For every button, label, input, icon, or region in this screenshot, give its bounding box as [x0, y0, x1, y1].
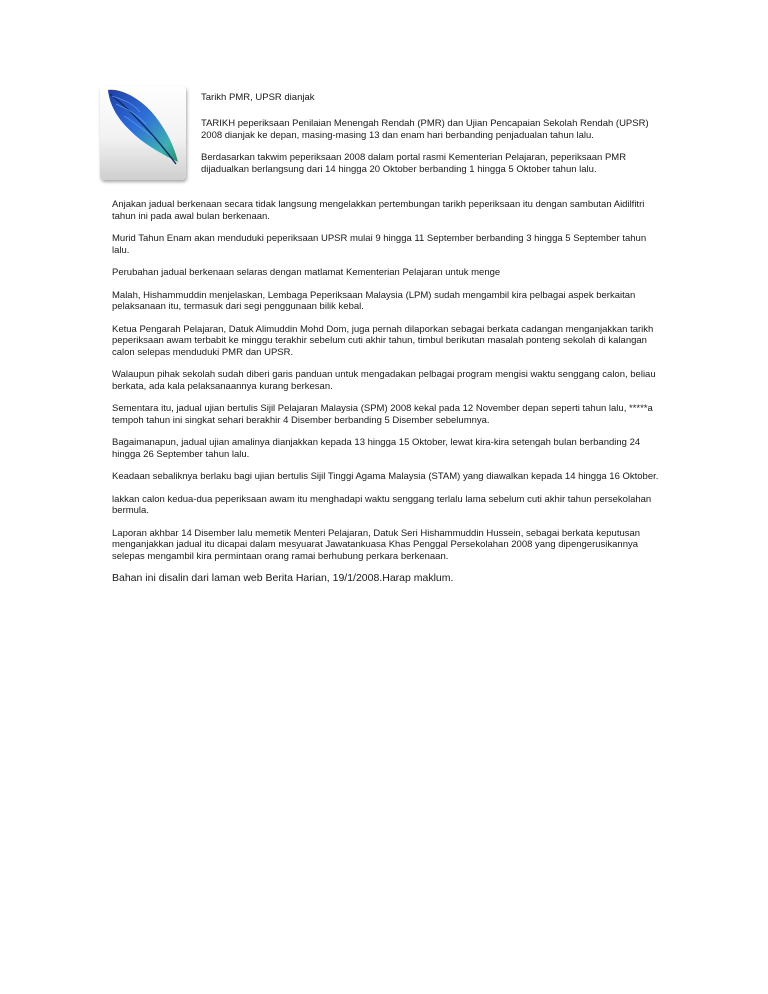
- paragraph: Keadaan sebaliknya berlaku bagi ujian bertulis Sijil Tinggi Agama Malaysia (STAM) yang diawalkan kepada 14 hingga 16 Oktober.: [112, 471, 659, 482]
- source-note: Bahan ini disalin dari laman web Berita Harian, 19/1/2008.Harap maklum.: [112, 572, 454, 584]
- paragraph: Walaupun pihak sekolah sudah diberi garis panduan untuk mengadakan pelbagai program mengisi waktu senggang calon, beliau berkata, ada kala pelaksanaannya kurang berkesan.: [112, 369, 656, 392]
- paragraph: Murid Tahun Enam akan menduduki peperiksaan UPSR mulai 9 hingga 11 September berbanding 3 hingga 5 September tahun lalu.: [112, 233, 647, 256]
- paragraph: lakkan calon kedua-dua peperiksaan awam itu menghadapi waktu senggang terlalu lama sebelum cuti akhir tahun persekolahan bermula.: [112, 493, 652, 516]
- title-text: Tarikh PMR, UPSR dianjak: [201, 92, 315, 103]
- paragraph: Malah, Hishammuddin menjelaskan, Lembaga Peperiksaan Malaysia (LPM) sudah mengambil kira pelbagai aspek berkaitan pelaksanaan itu, termasuk dari segi penggunaan bilik kebal.: [112, 289, 636, 312]
- lead-paragraph: [201, 118, 661, 141]
- article-title: [201, 92, 661, 104]
- paragraph: Laporan akhbar 14 Disember lalu memetik Menteri Pelajaran, Datuk Seri Hishammuddin Hussein, sebagai berkata keputusan menganjakkan jadual itu dicapai dalam mesyuarat Jawatankuasa Khas Penggal Persekolahan 2008 yang dipengerusikannya selepas mengambil kira permintaan orang ramai berhubung perkara berkenaan.: [112, 527, 641, 562]
- paragraph: Bagaimanapun, jadual ujian amalinya dianjakkan kepada 13 hingga 15 Oktober, lewat kira-kira setengah bulan berbanding 24 hingga 26 September tahun lalu.: [112, 437, 641, 460]
- paragraph: Anjakan jadual berkenaan secara tidak langsung mengelakkan pertembungan tarikh peperiksaan itu dengan sambutan Aidilfitri tahun ini pada awal bulan berkenaan.: [112, 199, 645, 222]
- lead-text: TARIKH peperiksaan Penilaian Menengah Rendah (PMR) dan Ujian Pencapaian Sekolah Rendah (UPSR) 2008 dianjak ke depan, masing-masing 13 dan enam hari berbanding penjadualan tahun lalu.: [201, 118, 649, 141]
- article-body: [112, 199, 660, 596]
- paragraph: Perubahan jadual berkenaan selaras dengan matlamat Kementerian Pelajaran untuk menge: [112, 267, 501, 278]
- feather-logo: [100, 86, 186, 180]
- lead-paragraph-2: [201, 152, 661, 175]
- feather-icon: [100, 86, 186, 180]
- paragraph: Ketua Pengarah Pelajaran, Datuk Alimuddin Mohd Dom, juga pernah dilaporkan sebagai berkata cadangan menganjakkan tarikh peperiksaan awam terbabit ke minggu terakhir sebelum cuti akhir tahun, timbul berikutan masalah ponteng sekolah di kalangan calon selepas menduduki PMR dan UPSR.: [112, 323, 654, 358]
- paragraph: Sementara itu, jadual ujian bertulis Sijil Pelajaran Malaysia (SPM) 2008 kekal pada 12 November depan seperti tahun lalu, *****a tempoh tahun ini singkat sehari berakhir 4 Disember berbanding 5 Disember sebelumnya.: [112, 403, 653, 426]
- lead2-text: Berdasarkan takwim peperiksaan 2008 dalam portal rasmi Kementerian Pelajaran, peperiksaan PMR dijadualkan berlangsung dari 14 hingga 20 Oktober berbanding 1 hingga 5 Oktober tahun lalu.: [201, 152, 627, 175]
